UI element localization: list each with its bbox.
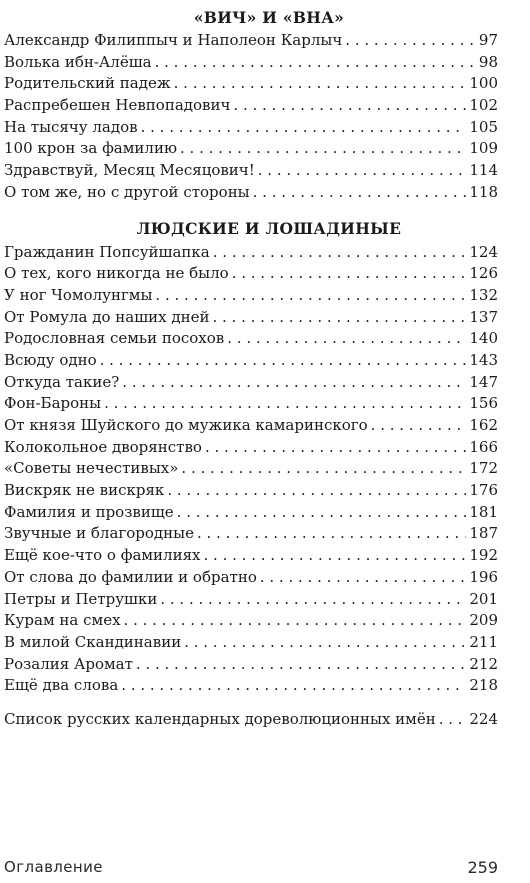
toc-entry[interactable] — [4, 117, 498, 139]
toc-entry-page: 162 — [469, 416, 498, 434]
page-footer — [4, 855, 498, 879]
dot-leader — [439, 709, 467, 731]
page-number: 259 — [467, 857, 498, 877]
toc-entry-title: В милой Скандинавии — [4, 632, 182, 651]
toc-entry-page: 100 — [469, 74, 498, 93]
dot-leader — [260, 567, 467, 589]
toc-entry[interactable] — [4, 307, 498, 329]
toc-entry-title: «Советы нечестивых» — [4, 459, 179, 478]
dot-leader — [258, 160, 467, 182]
toc-entry-title: Александр Филиппыч и Наполеон Карлыч — [4, 31, 343, 49]
toc-entry-page: 140 — [469, 329, 498, 348]
dot-leader — [232, 263, 467, 285]
toc-entry[interactable] — [4, 372, 498, 394]
dot-leader — [197, 523, 466, 545]
toc-entry-title: От Ромула до наших дней — [4, 307, 210, 326]
running-footer-title: Оглавление — [4, 858, 103, 876]
toc-entry[interactable] — [4, 502, 498, 524]
toc-appendix-list — [4, 709, 498, 731]
table-of-contents — [4, 0, 498, 731]
dot-leader — [184, 632, 466, 654]
section-heading: ЛЮДСКИЕ И ЛОШАДИНЫЕ — [136, 218, 402, 238]
toc-entry-title: Здравствуй, Месяц Месяцович! — [4, 161, 255, 180]
dot-leader — [174, 73, 467, 95]
section-heading: «ВИЧ» И «ВНА» — [193, 8, 345, 27]
toc-entry-title: От слова до фамилии и обратно — [4, 567, 257, 586]
toc-entry-page: 114 — [469, 161, 498, 180]
toc-entry-page: 143 — [469, 350, 498, 369]
toc-entry-page: 181 — [469, 502, 498, 521]
toc-entry-page: 172 — [469, 459, 498, 478]
toc-entry-title: Колокольное дворянство — [4, 437, 202, 456]
dot-leader — [155, 285, 466, 307]
toc-entry[interactable] — [4, 393, 498, 415]
dot-leader — [345, 30, 473, 52]
toc-entry-title: Откуда такие? — [4, 372, 120, 391]
dot-leader — [227, 328, 466, 350]
toc-entry[interactable] — [4, 138, 498, 160]
toc-entry-page: 209 — [469, 611, 498, 630]
toc-entry-page: 126 — [469, 264, 498, 283]
dot-leader — [167, 480, 466, 502]
toc-entry-page: 192 — [469, 546, 498, 565]
toc-entry-page: 98 — [478, 52, 498, 71]
toc-entry[interactable] — [4, 523, 498, 545]
toc-entry-page: 166 — [469, 437, 498, 456]
toc-entry-page: 102 — [469, 96, 498, 115]
toc-entry[interactable] — [4, 160, 498, 182]
toc-entry-title: Родословная семьи посохов — [4, 329, 225, 348]
dot-leader — [155, 52, 473, 74]
toc-entry-page: 211 — [469, 632, 498, 651]
dot-leader — [181, 458, 466, 480]
toc-entry-page: 176 — [469, 481, 498, 500]
toc-entry-page: 124 — [469, 242, 498, 261]
toc-entry-title: О том же, но с другой стороны — [4, 182, 250, 201]
toc-entry[interactable] — [4, 350, 498, 372]
toc-entry-page: 196 — [469, 567, 498, 586]
toc-entry-title: 100 крон за фамилию — [4, 139, 177, 158]
dot-leader — [177, 502, 467, 524]
toc-section-list — [4, 30, 498, 204]
toc-entry[interactable] — [4, 545, 498, 567]
toc-entry[interactable] — [4, 415, 498, 437]
toc-entry-page: 147 — [469, 372, 498, 391]
toc-entry[interactable] — [4, 285, 498, 307]
toc-entry-page: 187 — [469, 524, 498, 543]
toc-section-list — [4, 242, 498, 697]
toc-entry[interactable] — [4, 567, 498, 589]
toc-entry-title: Розалия Аромат — [4, 654, 133, 673]
toc-entry[interactable] — [4, 589, 498, 611]
toc-entry-page: 132 — [469, 285, 498, 304]
toc-entry[interactable] — [4, 654, 498, 676]
dot-leader — [253, 182, 467, 204]
toc-entry-page: 137 — [469, 307, 498, 326]
toc-entry-page: 105 — [469, 117, 498, 136]
toc-entry-title: Петры и Петрушки — [4, 589, 158, 608]
toc-entry-page: 224 — [469, 709, 498, 728]
toc-entry[interactable] — [4, 30, 498, 52]
toc-entry-title: Фамилия и прозвище — [4, 502, 174, 521]
toc-entry-title: Курам на смех — [4, 611, 121, 630]
toc-entry-title: Вискряк не вискряк — [4, 481, 165, 500]
toc-entry-title: Ещё два слова — [4, 676, 119, 695]
dot-leader — [371, 415, 467, 437]
toc-entry[interactable] — [4, 263, 498, 285]
toc-entry[interactable] — [4, 52, 498, 74]
toc-entry-title: О тех, кого никогда не было — [4, 264, 229, 283]
toc-entry-title: Ещё кое-что о фамилиях — [4, 546, 201, 565]
toc-entry[interactable] — [4, 480, 498, 502]
toc-entry-page: 156 — [469, 394, 498, 413]
toc-entry[interactable] — [4, 328, 498, 350]
toc-entry-title: Родительский падеж — [4, 74, 171, 93]
toc-entry[interactable] — [4, 458, 498, 480]
toc-entry-title: На тысячу ладов — [4, 117, 138, 136]
toc-entry-page: 212 — [469, 654, 498, 673]
toc-entry-page: 118 — [469, 182, 498, 201]
dot-leader — [233, 95, 466, 117]
toc-entry[interactable] — [4, 182, 498, 204]
dot-leader — [136, 654, 466, 676]
toc-entry-title: Волька ибн-Алёша — [4, 52, 152, 71]
toc-entry[interactable] — [4, 437, 498, 459]
toc-entry-title: Фон-Бароны — [4, 394, 102, 413]
toc-entry-title: Распребешен Невпопадович — [4, 96, 231, 115]
toc-entry-page: 97 — [478, 31, 498, 49]
dot-leader — [122, 372, 466, 394]
toc-entry-title: Гражданин Попсуйшапка — [4, 242, 210, 261]
dot-leader — [213, 242, 467, 264]
dot-leader — [212, 307, 466, 329]
dot-leader — [180, 138, 466, 160]
dot-leader — [204, 545, 467, 567]
dot-leader — [121, 675, 466, 697]
toc-entry[interactable] — [4, 73, 498, 95]
toc-entry-title: У ног Чомолунгмы — [4, 285, 153, 304]
toc-entry-title: От князя Шуйского до мужика камаринского — [4, 416, 368, 434]
toc-entry-title: Всюду одно — [4, 350, 97, 369]
toc-entry[interactable] — [4, 610, 498, 632]
toc-entry-title: Звучные и благородные — [4, 524, 194, 543]
dot-leader — [205, 437, 466, 459]
dot-leader — [124, 610, 467, 632]
toc-entry[interactable] — [4, 95, 498, 117]
dot-leader — [100, 350, 467, 372]
toc-entry-title: Список русских календарных дореволюционных имён — [4, 709, 436, 728]
toc-entry[interactable] — [4, 675, 498, 697]
dot-leader — [104, 393, 466, 415]
toc-entry[interactable] — [4, 632, 498, 654]
toc-entry-page: 109 — [469, 139, 498, 158]
dot-leader — [141, 117, 467, 139]
toc-entry-page: 201 — [469, 589, 498, 608]
toc-entry-appendix[interactable] — [4, 709, 498, 731]
toc-entry[interactable] — [4, 242, 498, 264]
dot-leader — [160, 589, 466, 611]
toc-entry-page: 218 — [469, 676, 498, 695]
